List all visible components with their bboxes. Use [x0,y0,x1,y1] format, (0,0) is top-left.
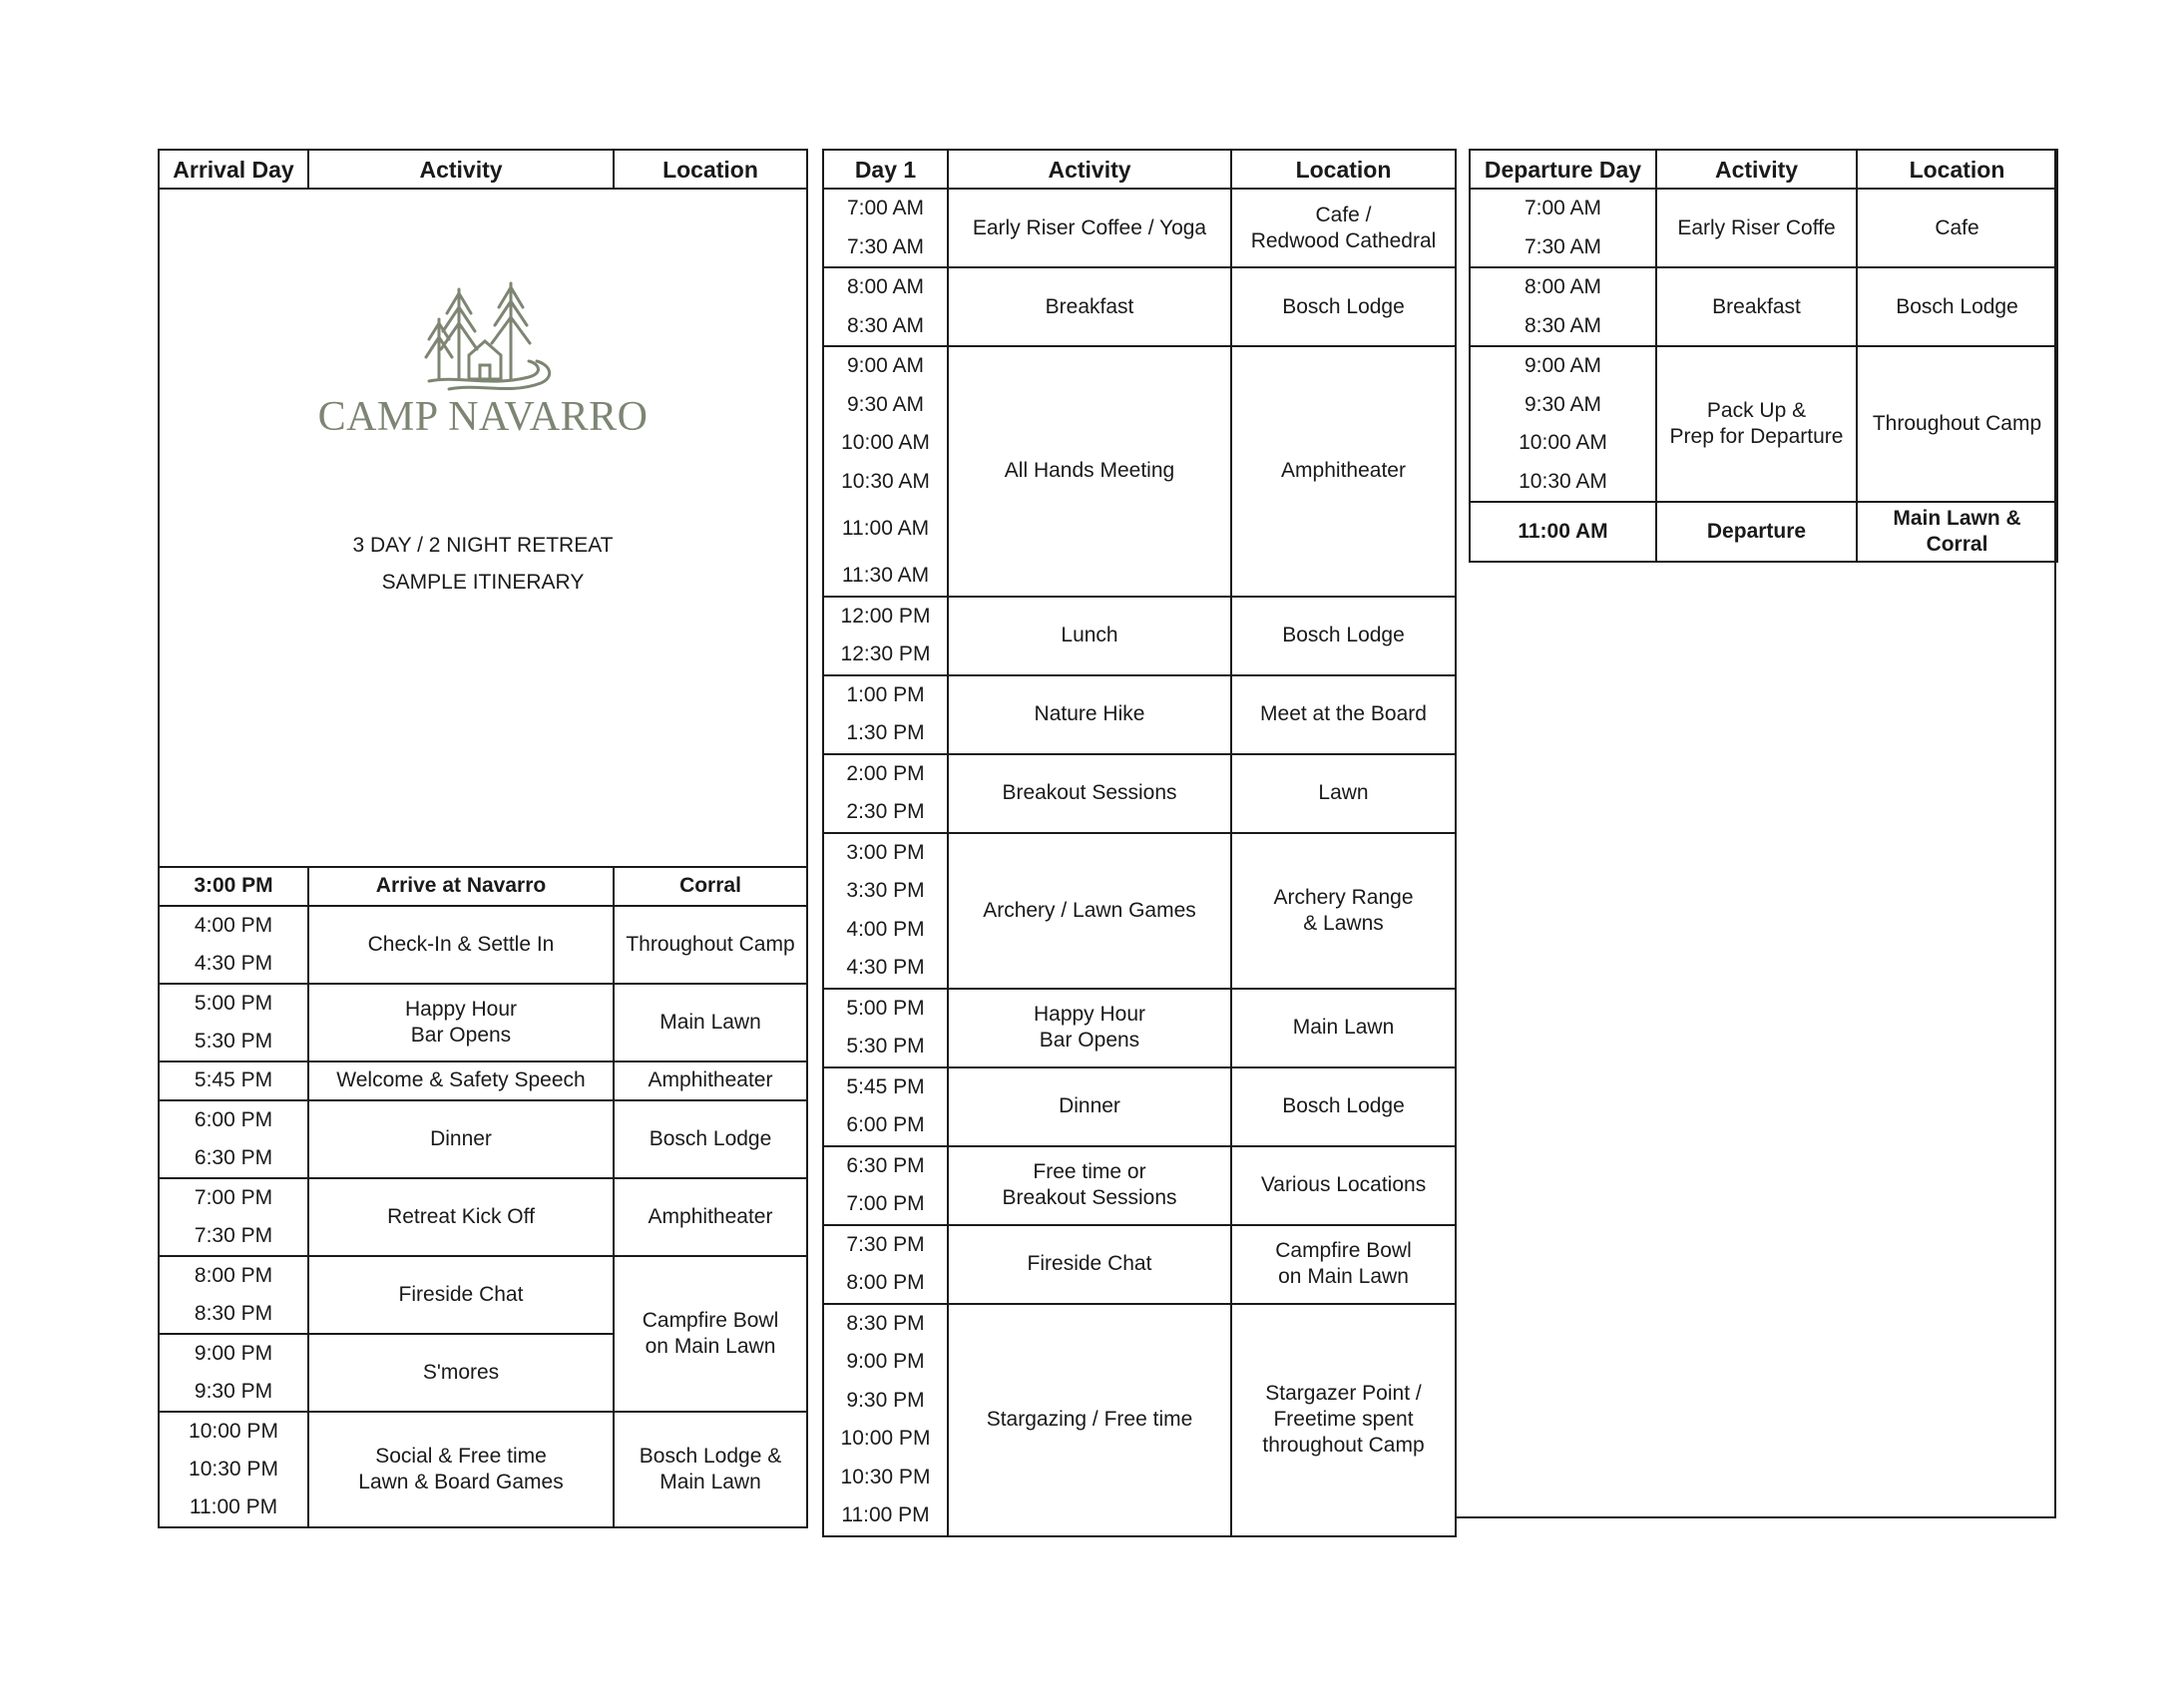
time-line: 10:00 PM [189,1419,278,1443]
time-line: 4:00 PM [846,917,925,941]
time-line: 8:00 AM [846,275,925,298]
time-line: 8:00 PM [846,1271,925,1294]
table-header-row [1470,150,2057,189]
table-row [823,754,1456,833]
table-row [1470,502,2057,562]
time-line: 8:30 PM [846,1311,925,1335]
activity-line: Breakout Sessions [1002,1186,1177,1209]
location-cell: Main Lawn [1231,989,1456,1067]
departure-day-panel [1469,149,2058,563]
location-cell: Bosch Lodge [1857,267,2057,346]
table-header-row [823,150,1456,189]
retreat-title [160,527,806,601]
location-cell [614,1412,807,1527]
header-activity: Activity [1656,150,1857,189]
activity-cell: Dinner [308,1100,614,1178]
arrival-day-panel [158,149,808,1528]
table-row [823,346,1456,597]
retreat-line-2: SAMPLE ITINERARY [381,571,585,594]
activity-cell: Lunch [948,597,1231,675]
location-cell: Corral [614,867,807,906]
location-cell [1231,833,1456,989]
time-cell [823,1225,948,1304]
activity-cell: Nature Hike [948,675,1231,754]
activity-cell: Retreat Kick Off [308,1178,614,1256]
time-line: 3:00 PM [846,840,925,864]
time-line: 9:30 PM [846,1388,925,1412]
location-line: Freetime spent [1273,1408,1414,1431]
time-cell [1470,189,1656,267]
location-cell: Bosch Lodge [1231,267,1456,346]
time-line: 7:30 AM [846,234,925,258]
time-line: 6:00 PM [194,1107,273,1131]
time-line: 7:00 PM [846,1192,925,1215]
time-line: 11:30 AM [841,564,930,587]
time-cell [159,906,308,984]
location-cell: Lawn [1231,754,1456,833]
activity-line: Social & Free time [375,1444,547,1468]
time-line: 7:00 AM [846,197,925,219]
time-line: 7:30 AM [1524,234,1602,258]
time-line: 8:00 PM [194,1263,273,1287]
activity-line: Bar Opens [1039,1029,1140,1052]
activity-cell: Early Riser Coffee / Yoga [948,189,1231,267]
location-line: Campfire Bowl [1275,1239,1412,1262]
time-cell [159,1178,308,1256]
time-cell [823,189,948,267]
time-line: 10:00 AM [1519,431,1607,454]
table-row [823,989,1456,1067]
time-line: 5:00 PM [194,991,273,1015]
time-cell [823,1067,948,1146]
activity-cell: Fireside Chat [948,1225,1231,1304]
location-line: on Main Lawn [645,1334,776,1358]
time-cell [823,675,948,754]
header-departure-day: Departure Day [1470,150,1656,189]
table-row [159,1178,807,1256]
location-cell [614,1256,807,1412]
activity-cell [308,1412,614,1527]
activity-cell [308,984,614,1061]
location-cell: Amphitheater [1231,346,1456,597]
activity-cell: Departure [1656,502,1857,562]
time-cell: 3:00 PM [159,867,308,906]
time-cell [823,989,948,1067]
time-line: 6:30 PM [846,1153,925,1177]
location-cell: Throughout Camp [614,906,807,984]
activity-cell: Stargazing / Free time [948,1304,1231,1536]
location-line: Redwood Cathedral [1250,228,1437,252]
activity-cell: Fireside Chat [308,1256,614,1334]
day-1-panel [822,149,1457,1537]
activity-cell [948,1146,1231,1225]
table-row [159,1061,807,1100]
time-line: 10:30 AM [841,469,930,493]
time-line: 10:30 AM [1519,469,1607,493]
location-cell: Various Locations [1231,1146,1456,1225]
table-row [823,189,1456,267]
logo-cell [159,189,807,867]
location-cell: Throughout Camp [1857,346,2057,502]
time-line: 2:00 PM [846,761,925,785]
activity-cell [948,989,1231,1067]
time-line: 5:00 PM [846,996,925,1020]
time-line: 10:00 PM [840,1427,931,1450]
location-line: Bosch Lodge & [639,1444,782,1468]
time-line: 8:30 PM [194,1301,273,1325]
time-cell [823,267,948,346]
time-cell [159,1256,308,1334]
time-line: 9:00 PM [846,1350,925,1373]
location-cell [1231,189,1456,267]
activity-cell: Archery / Lawn Games [948,833,1231,989]
activity-cell: Welcome & Safety Speech [308,1061,614,1100]
time-cell [823,1146,948,1225]
table-row [159,906,807,984]
time-line: 5:30 PM [194,1029,273,1053]
time-line: 6:30 PM [194,1145,273,1169]
activity-cell: All Hands Meeting [948,346,1231,597]
time-line: 1:00 PM [846,682,925,706]
time-line: 7:00 AM [1524,197,1602,219]
table-row [823,1146,1456,1225]
location-line: Campfire Bowl [642,1308,779,1332]
time-cell: 5:45 PM [159,1061,308,1100]
time-line: 12:00 PM [840,604,931,628]
table-row [823,1304,1456,1536]
departure-panel-bottom-border [1455,1516,2056,1518]
location-cell: Bosch Lodge [614,1100,807,1178]
time-line: 11:00 PM [841,1503,930,1526]
departure-day-table [1469,149,2058,563]
location-line: Corral [1926,533,1988,556]
location-cell [1231,1304,1456,1536]
table-row [823,597,1456,675]
table-row [159,1412,807,1527]
header-activity: Activity [308,150,614,189]
time-line: 9:00 AM [1524,354,1602,377]
time-line: 11:00 AM [841,517,930,540]
time-line: 10:30 PM [189,1457,278,1481]
activity-cell: Check-In & Settle In [308,906,614,984]
table-row [159,867,807,906]
table-row [159,984,807,1061]
time-line: 8:30 AM [1524,313,1602,337]
logo-row [159,189,807,867]
time-line: 9:00 AM [846,354,925,377]
activity-line: Lawn & Board Games [358,1470,564,1493]
location-cell [1231,1225,1456,1304]
table-row [1470,346,2057,502]
activity-line: Pack Up & [1706,399,1807,422]
time-line: 1:30 PM [846,721,925,744]
table-header-row [159,150,807,189]
time-cell: 11:00 AM [1470,502,1656,562]
table-row [159,1256,807,1334]
activity-cell: Arrive at Navarro [308,867,614,906]
time-line: 9:30 AM [1524,392,1602,416]
time-line: 7:00 PM [194,1185,273,1209]
brand-name: CAMP NAVARRO [317,394,649,440]
table-row [823,675,1456,754]
activity-cell [1656,346,1857,502]
time-line: 10:00 AM [841,431,930,454]
departure-panel-border [2054,149,2056,1518]
time-cell [159,1334,308,1412]
header-location: Location [1857,150,2057,189]
activity-line: Free time or [1033,1160,1146,1183]
time-cell [823,597,948,675]
camp-logo-icon [329,279,639,399]
time-line: 4:00 PM [194,913,273,937]
time-line: 9:30 PM [194,1379,273,1403]
time-line: 5:30 PM [846,1035,925,1058]
table-row [1470,267,2057,346]
activity-line: Happy Hour [1033,1003,1146,1026]
table-row [159,1100,807,1178]
time-cell [1470,346,1656,502]
time-line: 4:30 PM [846,956,925,979]
activity-line: Prep for Departure [1669,425,1844,448]
time-cell [823,754,948,833]
location-line: Main Lawn [659,1470,761,1493]
time-line: 9:00 PM [194,1341,273,1365]
table-row [823,1067,1456,1146]
time-line: 11:00 PM [189,1494,278,1518]
location-cell: Amphitheater [614,1061,807,1100]
activity-cell: Early Riser Coffe [1656,189,1857,267]
header-activity: Activity [948,150,1231,189]
location-line: Main Lawn & [1893,507,2021,530]
location-cell: Bosch Lodge [1231,597,1456,675]
time-line: 7:30 PM [194,1223,273,1247]
time-line: 3:30 PM [846,879,925,902]
location-line: Cafe / [1315,203,1372,226]
header-arrival-day: Arrival Day [159,150,308,189]
retreat-line-1: 3 DAY / 2 NIGHT RETREAT [352,534,614,557]
location-line: on Main Lawn [1278,1265,1409,1288]
location-cell: Amphitheater [614,1178,807,1256]
time-line: 6:00 PM [846,1113,925,1136]
table-row [1470,189,2057,267]
location-cell: Meet at the Board [1231,675,1456,754]
time-cell [823,346,948,597]
time-cell [159,1100,308,1178]
activity-cell: Dinner [948,1067,1231,1146]
time-cell [823,833,948,989]
activity-line: Bar Opens [410,1023,512,1047]
location-line: Archery Range [1273,885,1414,909]
activity-cell: S'mores [308,1334,614,1412]
activity-line: Happy Hour [404,997,518,1021]
activity-cell: Breakfast [1656,267,1857,346]
table-row [823,1225,1456,1304]
time-line: 7:30 PM [846,1232,925,1256]
time-line: 8:30 AM [846,313,925,337]
location-line: & Lawns [1303,911,1384,935]
header-location: Location [1231,150,1456,189]
time-cell [823,1304,948,1536]
header-location: Location [614,150,807,189]
table-row [823,267,1456,346]
time-line: 4:30 PM [194,951,273,975]
time-cell [159,984,308,1061]
activity-cell: Breakout Sessions [948,754,1231,833]
time-line: 9:30 AM [846,392,925,416]
time-cell [159,1412,308,1527]
location-cell [1857,502,2057,562]
time-line: 10:30 PM [840,1465,931,1488]
location-cell: Cafe [1857,189,2057,267]
day1-departure-divider [1455,149,1457,1518]
arrival-day-table [158,149,808,1528]
time-line: 2:30 PM [846,800,925,823]
header-day-1: Day 1 [823,150,948,189]
table-row [823,833,1456,989]
time-cell [1470,267,1656,346]
location-cell: Bosch Lodge [1231,1067,1456,1146]
time-line: 5:45 PM [846,1074,925,1098]
location-line: Stargazer Point / [1265,1382,1422,1405]
time-line: 12:30 PM [840,642,931,665]
time-line: 8:00 AM [1524,275,1602,298]
location-line: throughout Camp [1262,1434,1425,1457]
location-cell: Main Lawn [614,984,807,1061]
day-1-table [822,149,1457,1537]
activity-cell: Breakfast [948,267,1231,346]
